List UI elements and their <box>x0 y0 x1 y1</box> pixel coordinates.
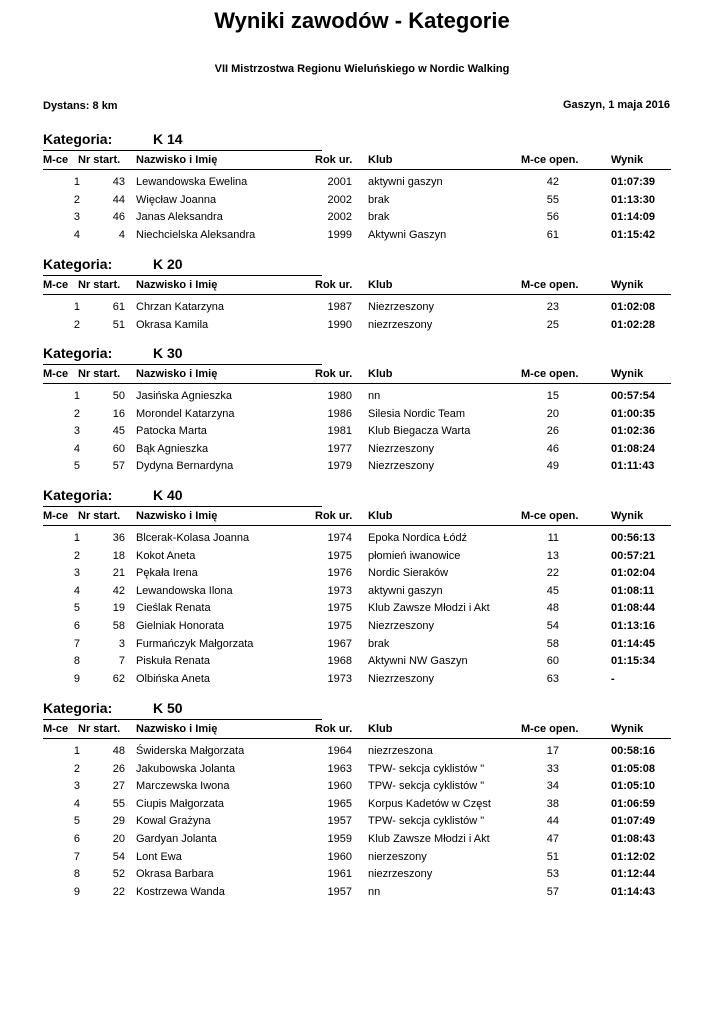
table-row <box>43 531 671 549</box>
table-row <box>43 850 671 868</box>
start-number-cell: 57 <box>112 460 125 473</box>
name-cell: Jasińska Agnieszka <box>136 390 232 402</box>
table-row <box>43 193 671 211</box>
category-heading <box>43 344 322 365</box>
start-number-cell: 36 <box>112 532 125 544</box>
start-number-cell: 26 <box>112 762 125 775</box>
result-cell: 01:08:43 <box>611 832 656 845</box>
start-number-cell: 43 <box>112 176 125 188</box>
name-cell: Marczewska Iwona <box>136 780 230 793</box>
col-header-result: Wynik <box>611 510 644 522</box>
start-number-cell: 55 <box>112 797 125 810</box>
result-cell: 01:11:43 <box>611 460 655 473</box>
distance-label: Dystans: 8 km <box>43 100 118 112</box>
results-table <box>43 389 671 477</box>
open-place-cell: 60 <box>546 655 559 668</box>
name-cell: Chrzan Katarzyna <box>136 301 225 313</box>
name-cell: Olbińska Aneta <box>136 672 210 685</box>
position-cell: 1 <box>73 301 80 313</box>
col-header-name: Nazwisko i Imię <box>136 510 218 522</box>
result-cell: 00:58:16 <box>611 745 656 757</box>
result-cell: 00:57:54 <box>611 390 656 402</box>
open-place-cell: 17 <box>546 745 559 757</box>
club-cell: Niezrzeszony <box>368 460 435 473</box>
col-header-start-number: Nr start. <box>78 368 121 380</box>
open-place-cell: 26 <box>546 425 559 438</box>
category-heading <box>43 699 322 720</box>
position-cell: 2 <box>73 318 80 331</box>
table-row <box>43 210 671 228</box>
open-place-cell: 38 <box>546 797 559 810</box>
col-header-birth-year: Rok ur. <box>315 368 353 380</box>
table-row <box>43 300 671 318</box>
birth-year-cell: 1960 <box>327 850 352 863</box>
birth-year-cell: 1968 <box>327 655 352 668</box>
position-cell: 1 <box>73 745 80 757</box>
table-row <box>43 442 671 460</box>
club-cell: nn <box>368 885 381 898</box>
position-cell: 7 <box>73 850 80 863</box>
club-cell: Aktywni NW Gaszyn <box>368 655 468 668</box>
result-cell: 00:56:13 <box>611 532 656 544</box>
birth-year-cell: 1999 <box>327 228 352 241</box>
name-cell: Lewandowska Ilona <box>136 584 233 597</box>
result-cell: 01:08:11 <box>611 584 655 597</box>
start-number-cell: 18 <box>112 549 125 562</box>
col-header-position: M-ce <box>43 723 69 735</box>
col-header-open-place: M-ce open. <box>521 154 579 166</box>
open-place-cell: 46 <box>546 442 559 455</box>
birth-year-cell: 1967 <box>327 637 352 650</box>
open-place-cell: 33 <box>546 762 559 775</box>
club-cell: Niezrzeszony <box>368 301 435 313</box>
position-cell: 3 <box>73 567 80 580</box>
col-header-position: M-ce <box>43 510 69 522</box>
category-name: K 14 <box>153 131 183 147</box>
name-cell: Morondel Katarzyna <box>136 407 235 420</box>
event-subtitle: VII Mistrzostwa Regionu Wieluńskiego w Nordic Walking <box>214 63 510 75</box>
start-number-cell: 58 <box>112 619 125 632</box>
category-label: Kategoria: <box>43 700 113 716</box>
name-cell: Janas Aleksandra <box>136 211 223 224</box>
category-heading <box>43 130 322 151</box>
name-cell: Blcerak-Kolasa Joanna <box>136 532 250 544</box>
start-number-cell: 19 <box>112 602 125 615</box>
col-header-open-place: M-ce open. <box>521 510 579 522</box>
result-cell: 01:02:04 <box>611 567 656 580</box>
open-place-cell: 42 <box>546 176 559 188</box>
result-cell: 01:08:44 <box>611 602 656 615</box>
position-cell: 3 <box>73 425 80 438</box>
col-header-birth-year: Rok ur. <box>315 279 353 291</box>
birth-year-cell: 1973 <box>327 672 352 685</box>
col-header-name: Nazwisko i Imię <box>136 154 218 166</box>
position-cell: 7 <box>73 637 80 650</box>
col-header-start-number: Nr start. <box>78 154 121 166</box>
position-cell: 9 <box>73 885 80 898</box>
open-place-cell: 47 <box>546 832 559 845</box>
result-cell: 01:12:02 <box>611 850 656 863</box>
col-header-position: M-ce <box>43 154 69 166</box>
column-header-row <box>43 153 671 170</box>
open-place-cell: 13 <box>546 549 559 562</box>
category-label: Kategoria: <box>43 487 113 503</box>
club-cell: niezrzeszona <box>368 745 433 757</box>
position-cell: 1 <box>73 176 80 188</box>
start-number-cell: 52 <box>112 868 125 881</box>
start-number-cell: 7 <box>118 655 125 668</box>
open-place-cell: 23 <box>546 301 559 313</box>
col-header-club: Klub <box>368 368 393 380</box>
table-row <box>43 779 671 797</box>
start-number-cell: 42 <box>112 584 125 597</box>
name-cell: Cieślak Renata <box>136 602 211 615</box>
table-row <box>43 601 671 619</box>
result-cell: 01:13:16 <box>611 619 656 632</box>
result-cell: 01:05:08 <box>611 762 656 775</box>
table-row <box>43 407 671 425</box>
club-cell: Klub Biegacza Warta <box>368 425 471 438</box>
open-place-cell: 63 <box>546 672 559 685</box>
birth-year-cell: 2001 <box>327 176 352 188</box>
birth-year-cell: 1976 <box>327 567 352 580</box>
table-row <box>43 832 671 850</box>
start-number-cell: 62 <box>112 672 125 685</box>
col-header-result: Wynik <box>611 723 644 735</box>
column-header-row <box>43 278 671 295</box>
col-header-open-place: M-ce open. <box>521 279 579 291</box>
open-place-cell: 11 <box>547 532 559 544</box>
category-label: Kategoria: <box>43 345 113 361</box>
result-cell: 01:05:10 <box>611 780 656 793</box>
col-header-result: Wynik <box>611 368 644 380</box>
start-number-cell: 60 <box>112 442 125 455</box>
table-row <box>43 318 671 336</box>
open-place-cell: 61 <box>546 228 559 241</box>
result-cell: - <box>611 672 615 685</box>
start-number-cell: 61 <box>112 301 125 313</box>
page-title: Wyniki zawodów - Kategorie <box>214 8 510 33</box>
name-cell: Niechcielska Aleksandra <box>136 228 256 241</box>
open-place-cell: 15 <box>546 390 559 402</box>
birth-year-cell: 1990 <box>327 318 352 331</box>
category-name: K 20 <box>153 256 183 272</box>
name-cell: Ciupis Małgorzata <box>136 797 225 810</box>
position-cell: 4 <box>73 442 80 455</box>
birth-year-cell: 1959 <box>327 832 352 845</box>
open-place-cell: 34 <box>546 780 559 793</box>
start-number-cell: 3 <box>118 637 125 650</box>
category-label: Kategoria: <box>43 256 113 272</box>
table-row <box>43 459 671 477</box>
birth-year-cell: 2002 <box>327 211 352 224</box>
club-cell: Epoka Nordica Łódź <box>368 532 468 544</box>
open-place-cell: 51 <box>546 850 559 863</box>
start-number-cell: 54 <box>112 850 125 863</box>
birth-year-cell: 1979 <box>327 460 352 473</box>
col-header-name: Nazwisko i Imię <box>136 279 218 291</box>
club-cell: niezrzeszony <box>368 868 433 881</box>
open-place-cell: 44 <box>546 815 559 828</box>
start-number-cell: 50 <box>112 390 125 402</box>
result-cell: 01:15:34 <box>611 655 656 668</box>
name-cell: Dydyna Bernardyna <box>136 460 234 473</box>
start-number-cell: 29 <box>112 815 125 828</box>
category-name: K 50 <box>153 700 183 716</box>
position-cell: 2 <box>73 407 80 420</box>
position-cell: 1 <box>73 390 80 402</box>
birth-year-cell: 1973 <box>327 584 352 597</box>
open-place-cell: 25 <box>546 318 559 331</box>
results-table <box>43 531 671 689</box>
open-place-cell: 53 <box>546 868 559 881</box>
category-heading <box>43 255 322 276</box>
start-number-cell: 21 <box>112 567 125 580</box>
club-cell: Korpus Kadetów w Częst <box>368 797 491 810</box>
position-cell: 3 <box>73 780 80 793</box>
start-number-cell: 27 <box>112 780 125 793</box>
col-header-birth-year: Rok ur. <box>315 723 353 735</box>
result-cell: 01:07:49 <box>611 815 656 828</box>
col-header-position: M-ce <box>43 368 69 380</box>
position-cell: 5 <box>73 815 80 828</box>
table-row <box>43 744 671 762</box>
position-cell: 4 <box>73 584 80 597</box>
club-cell: Silesia Nordic Team <box>368 407 466 420</box>
start-number-cell: 44 <box>112 193 125 206</box>
name-cell: Więcław Joanna <box>136 193 217 206</box>
start-number-cell: 20 <box>112 832 125 845</box>
club-cell: Klub Zawsze Młodzi i Akt <box>368 602 490 615</box>
col-header-position: M-ce <box>43 279 69 291</box>
category-name: K 30 <box>153 345 183 361</box>
table-row <box>43 885 671 903</box>
birth-year-cell: 1980 <box>327 390 352 402</box>
start-number-cell: 46 <box>112 211 125 224</box>
col-header-start-number: Nr start. <box>78 723 121 735</box>
open-place-cell: 55 <box>546 193 559 206</box>
result-cell: 01:02:36 <box>611 425 656 438</box>
name-cell: Lont Ewa <box>136 850 182 863</box>
table-row <box>43 762 671 780</box>
name-cell: Lewandowska Ewelina <box>136 176 248 188</box>
club-cell: brak <box>368 211 390 224</box>
result-cell: 01:12:44 <box>611 868 656 881</box>
club-cell: aktywni gaszyn <box>368 584 443 597</box>
club-cell: TPW- sekcja cyklistów " <box>368 780 485 793</box>
club-cell: aktywni gaszyn <box>368 176 443 188</box>
result-cell: 01:14:43 <box>611 885 656 898</box>
position-cell: 2 <box>73 193 80 206</box>
position-cell: 2 <box>73 549 80 562</box>
birth-year-cell: 1964 <box>327 745 352 757</box>
result-cell: 01:00:35 <box>611 407 656 420</box>
start-number-cell: 48 <box>112 745 125 757</box>
start-number-cell: 45 <box>112 425 125 438</box>
table-row <box>43 672 671 690</box>
table-row <box>43 619 671 637</box>
name-cell: Gardyan Jolanta <box>136 832 217 845</box>
club-cell: Nordic Sieraków <box>368 567 449 580</box>
col-header-open-place: M-ce open. <box>521 368 579 380</box>
name-cell: Gielniak Honorata <box>136 619 225 632</box>
birth-year-cell: 1965 <box>327 797 352 810</box>
results-table <box>43 175 671 245</box>
position-cell: 4 <box>73 228 80 241</box>
birth-year-cell: 2002 <box>327 193 352 206</box>
start-number-cell: 22 <box>112 885 125 898</box>
club-cell: niezrzeszony <box>368 318 433 331</box>
club-cell: płomień iwanowice <box>368 549 461 562</box>
column-header-row <box>43 367 671 384</box>
club-cell: brak <box>368 193 390 206</box>
col-header-name: Nazwisko i Imię <box>136 723 218 735</box>
position-cell: 5 <box>73 460 80 473</box>
club-cell: TPW- sekcja cyklistów " <box>368 815 485 828</box>
name-cell: Furmańczyk Małgorzata <box>136 637 254 650</box>
result-cell: 01:14:09 <box>611 211 656 224</box>
table-row <box>43 228 671 246</box>
table-row <box>43 654 671 672</box>
start-number-cell: 51 <box>112 318 125 331</box>
result-cell: 01:08:24 <box>611 442 656 455</box>
start-number-cell: 16 <box>112 407 125 420</box>
birth-year-cell: 1961 <box>327 868 352 881</box>
club-cell: Niezrzeszony <box>368 442 435 455</box>
position-cell: 2 <box>73 762 80 775</box>
category-label: Kategoria: <box>43 131 113 147</box>
col-header-club: Klub <box>368 279 393 291</box>
birth-year-cell: 1986 <box>327 407 352 420</box>
birth-year-cell: 1987 <box>327 301 352 313</box>
result-cell: 01:14:45 <box>611 637 656 650</box>
table-row <box>43 566 671 584</box>
col-header-club: Klub <box>368 154 393 166</box>
position-cell: 3 <box>73 211 80 224</box>
name-cell: Piskuła Renata <box>136 655 210 668</box>
name-cell: Jakubowska Jolanta <box>136 762 236 775</box>
result-cell: 00:57:21 <box>611 549 656 562</box>
table-row <box>43 549 671 567</box>
table-row <box>43 389 671 407</box>
col-header-name: Nazwisko i Imię <box>136 368 218 380</box>
table-row <box>43 584 671 602</box>
name-cell: Kowal Grażyna <box>136 815 211 828</box>
club-cell: Niezrzeszony <box>368 619 435 632</box>
category-name: K 40 <box>153 487 183 503</box>
name-cell: Bąk Agnieszka <box>136 442 209 455</box>
club-cell: nn <box>368 390 381 402</box>
name-cell: Patocka Marta <box>136 425 207 438</box>
table-row <box>43 424 671 442</box>
name-cell: Okrasa Kamila <box>136 318 209 331</box>
table-row <box>43 797 671 815</box>
place-date-label: Gaszyn, 1 maja 2016 <box>562 99 670 111</box>
open-place-cell: 48 <box>546 602 559 615</box>
club-cell: brak <box>368 637 390 650</box>
position-cell: 4 <box>73 797 80 810</box>
birth-year-cell: 1957 <box>327 815 352 828</box>
club-cell: Niezrzeszony <box>368 672 435 685</box>
name-cell: Kostrzewa Wanda <box>136 885 225 898</box>
club-cell: TPW- sekcja cyklistów " <box>368 762 485 775</box>
open-place-cell: 22 <box>546 567 559 580</box>
position-cell: 8 <box>73 868 80 881</box>
birth-year-cell: 1974 <box>327 532 352 544</box>
category-heading <box>43 486 322 507</box>
name-cell: Pękała Irena <box>136 567 198 580</box>
results-table <box>43 744 671 902</box>
position-cell: 6 <box>73 832 80 845</box>
club-cell: nierzeszony <box>368 850 427 863</box>
results-table <box>43 300 671 335</box>
position-cell: 5 <box>73 602 80 615</box>
birth-year-cell: 1960 <box>327 780 352 793</box>
birth-year-cell: 1975 <box>327 619 352 632</box>
birth-year-cell: 1975 <box>327 549 352 562</box>
birth-year-cell: 1977 <box>327 442 352 455</box>
table-row <box>43 175 671 193</box>
col-header-result: Wynik <box>611 154 644 166</box>
col-header-result: Wynik <box>611 279 644 291</box>
open-place-cell: 56 <box>546 211 559 224</box>
birth-year-cell: 1981 <box>327 425 352 438</box>
result-cell: 01:06:59 <box>611 797 656 810</box>
birth-year-cell: 1957 <box>327 885 352 898</box>
open-place-cell: 58 <box>546 637 559 650</box>
position-cell: 1 <box>73 532 80 544</box>
start-number-cell: 4 <box>118 228 125 241</box>
col-header-birth-year: Rok ur. <box>315 154 353 166</box>
result-cell: 01:02:28 <box>611 318 656 331</box>
table-row <box>43 637 671 655</box>
birth-year-cell: 1975 <box>327 602 352 615</box>
name-cell: Okrasa Barbara <box>136 868 214 881</box>
club-cell: Aktywni Gaszyn <box>368 228 447 241</box>
name-cell: Kokot Aneta <box>136 549 196 562</box>
name-cell: Świderska Małgorzata <box>136 745 245 757</box>
column-header-row <box>43 722 671 739</box>
open-place-cell: 57 <box>546 885 559 898</box>
col-header-open-place: M-ce open. <box>521 723 579 735</box>
col-header-club: Klub <box>368 723 393 735</box>
col-header-start-number: Nr start. <box>78 279 121 291</box>
table-row <box>43 867 671 885</box>
open-place-cell: 45 <box>546 584 559 597</box>
position-cell: 6 <box>73 619 80 632</box>
position-cell: 8 <box>73 655 80 668</box>
col-header-club: Klub <box>368 510 393 522</box>
col-header-start-number: Nr start. <box>78 510 121 522</box>
table-row <box>43 814 671 832</box>
birth-year-cell: 1963 <box>327 762 352 775</box>
result-cell: 01:02:08 <box>611 301 656 313</box>
result-cell: 01:07:39 <box>611 176 656 188</box>
result-cell: 01:13:30 <box>611 193 656 206</box>
position-cell: 9 <box>73 672 80 685</box>
result-cell: 01:15:42 <box>611 228 656 241</box>
col-header-birth-year: Rok ur. <box>315 510 353 522</box>
club-cell: Klub Zawsze Młodzi i Akt <box>368 832 490 845</box>
open-place-cell: 54 <box>546 619 559 632</box>
open-place-cell: 20 <box>546 407 559 420</box>
column-header-row <box>43 509 671 526</box>
open-place-cell: 49 <box>546 460 559 473</box>
